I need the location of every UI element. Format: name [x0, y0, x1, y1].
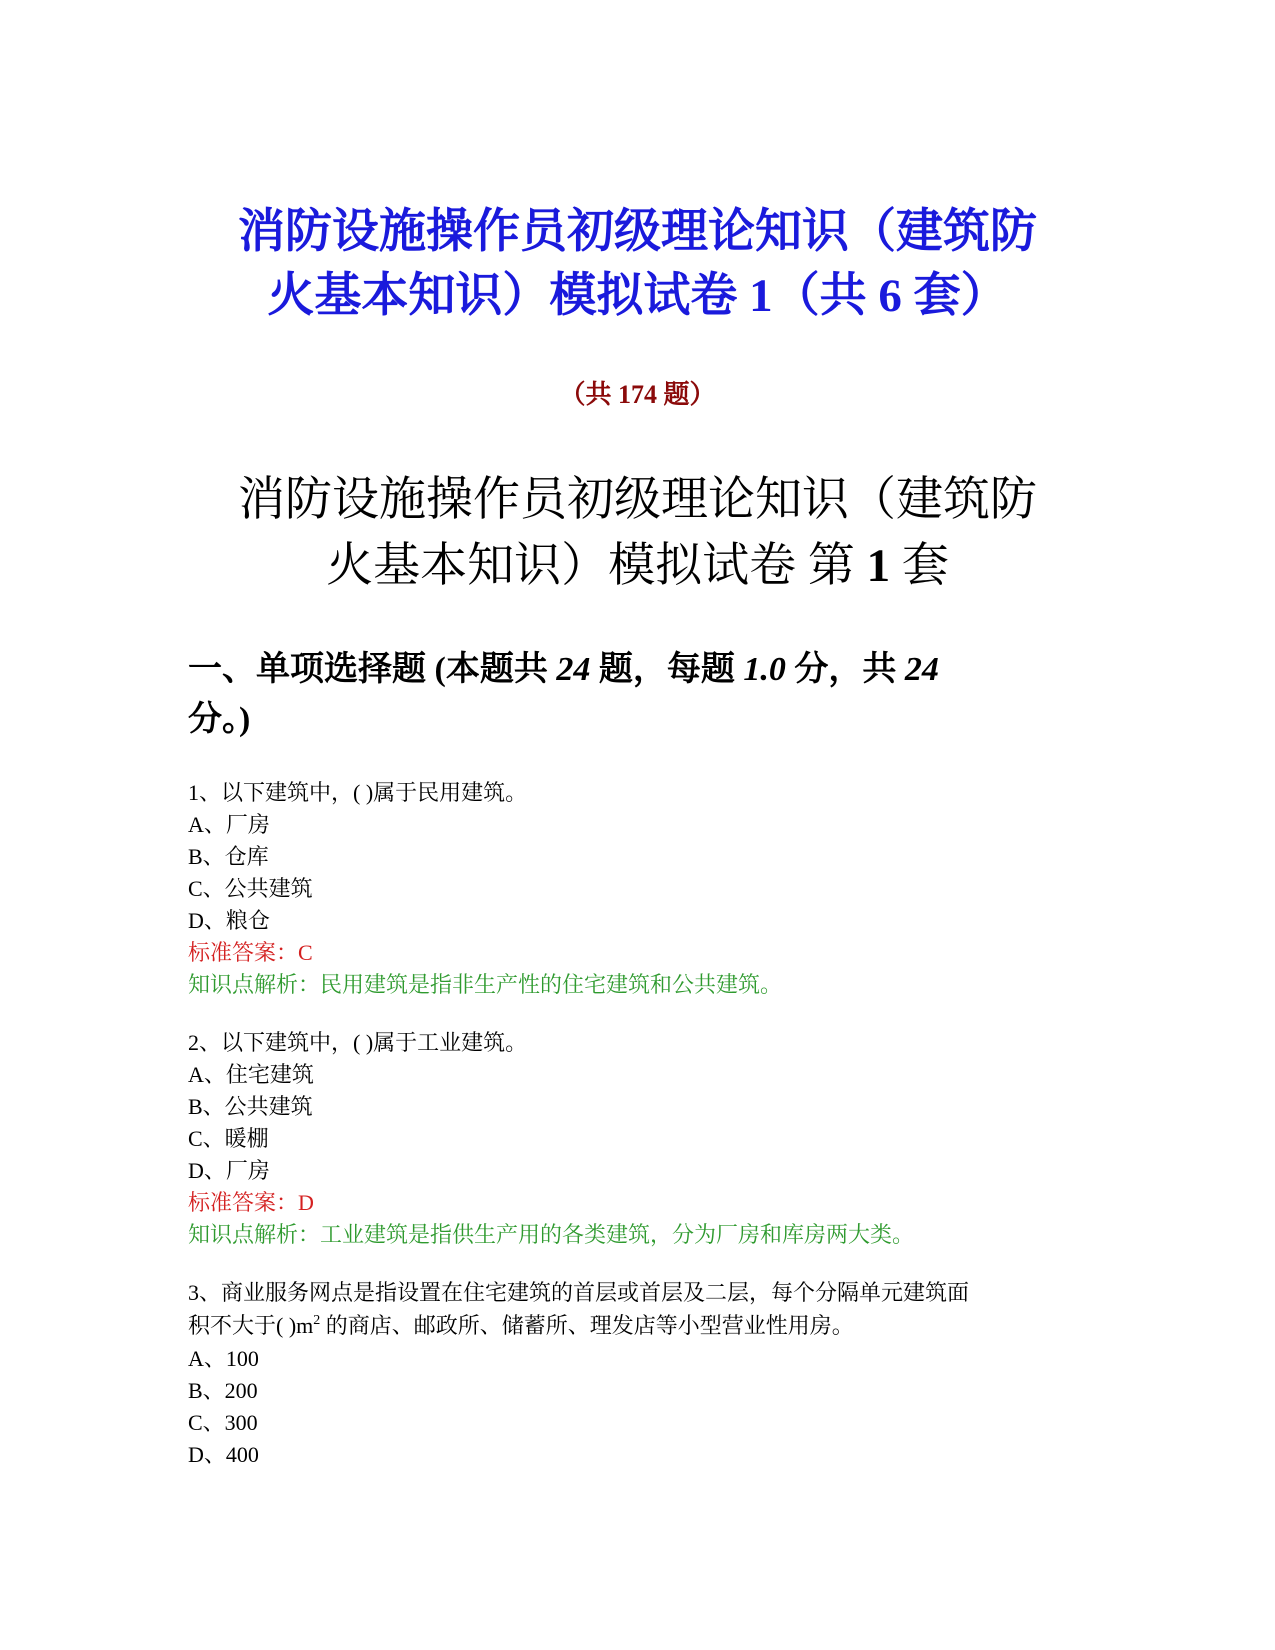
option-a: A、厂房: [188, 812, 270, 837]
paper-title-line-2-prefix: 火基本知识）模拟试卷 第: [326, 540, 867, 592]
question-stem: 1、以下建筑中，( )属于民用建筑。: [188, 780, 528, 805]
section-mid-2: 分，共: [785, 651, 905, 688]
section-prefix: 一、单项选择题 (本题共: [188, 651, 557, 688]
paper-title-line-2-suffix: 套: [890, 540, 949, 592]
question-3: [188, 1277, 1088, 1471]
section-heading-line-2: 分。): [188, 701, 251, 738]
question-2: [188, 1027, 1088, 1251]
stem-line-2-prefix: 积不大于( )m: [188, 1313, 314, 1338]
section-mid-1: 题，每题: [590, 651, 744, 688]
option-b: B、公共建筑: [188, 1094, 313, 1119]
section-heading-line-1: [188, 645, 1048, 695]
paper-title-line-2: [150, 533, 1125, 599]
question-stem-line-1: 3、商业服务网点是指设置在住宅建筑的首层或首层及二层，每个分隔单元建筑面: [188, 1280, 970, 1305]
question-stem-line-2: [188, 1309, 1088, 1343]
section-total-score: 24: [904, 651, 939, 688]
option-d: D、厂房: [188, 1158, 270, 1183]
total-questions-label: （共 174 题）: [559, 380, 716, 409]
answer-analysis: 知识点解析：工业建筑是指供生产用的各类建筑，分为厂房和库房两大类。: [188, 1222, 915, 1247]
paper-title-line-1: 消防设施操作员初级理论知识（建筑防: [238, 474, 1037, 526]
cover-title-line-2: 火基本知识）模拟试卷 1（共 6 套）: [267, 270, 1008, 322]
option-b: B、200: [188, 1378, 258, 1403]
standard-answer: 标准答案：D: [188, 1190, 314, 1215]
question-1: [188, 777, 1088, 1001]
option-c: C、公共建筑: [188, 876, 313, 901]
stem-line-2-suffix: 的商店、邮政所、储蓄所、理发店等小型营业性用房。: [320, 1313, 854, 1338]
section-question-count: 24: [556, 651, 591, 688]
option-d: D、400: [188, 1442, 259, 1467]
option-d: D、粮仓: [188, 908, 270, 933]
option-c: C、暖棚: [188, 1126, 269, 1151]
superscript-2: 2: [313, 1313, 321, 1328]
section-heading: [188, 645, 1048, 745]
option-c: C、300: [188, 1410, 258, 1435]
standard-answer: 标准答案：C: [188, 940, 313, 965]
question-stem: 2、以下建筑中，( )属于工业建筑。: [188, 1030, 528, 1055]
option-a: A、住宅建筑: [188, 1062, 314, 1087]
cover-title-line-1: 消防设施操作员初级理论知识（建筑防: [238, 206, 1037, 258]
option-a: A、100: [188, 1346, 259, 1371]
answer-analysis: 知识点解析：民用建筑是指非生产性的住宅建筑和公共建筑。: [188, 972, 783, 997]
option-b: B、仓库: [188, 844, 269, 869]
cover-title: [150, 200, 1125, 328]
paper-title: [150, 467, 1125, 599]
paper-set-number: 1: [866, 540, 891, 592]
section-score-each: 1.0: [743, 651, 786, 688]
